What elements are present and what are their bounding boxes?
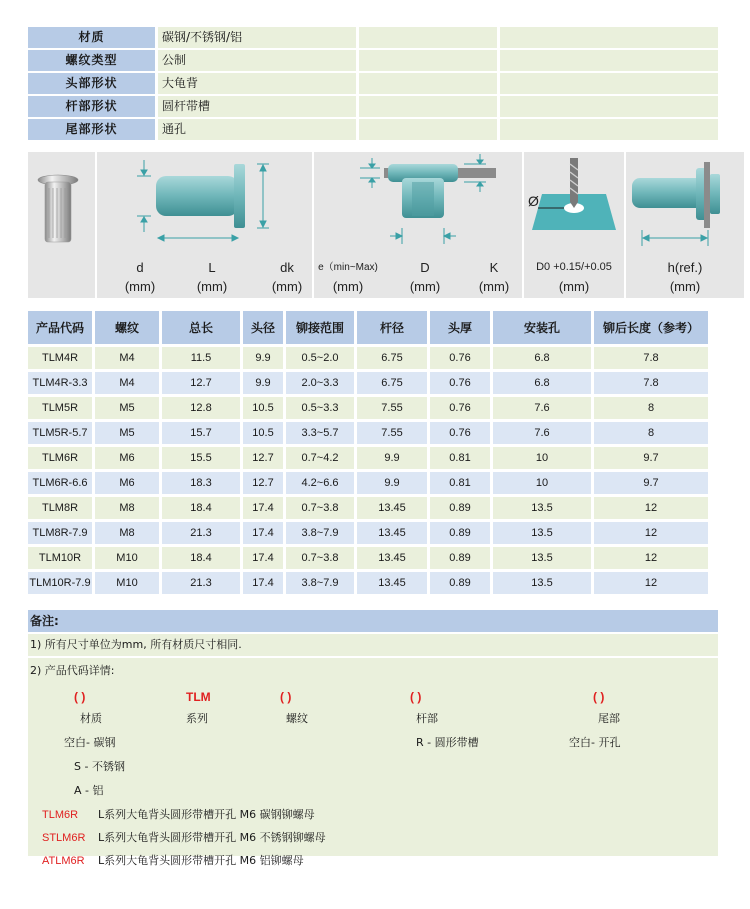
after-rivet-drawing-icon — [626, 152, 744, 257]
material-option: A - 铝 — [74, 784, 104, 797]
empty-cell — [359, 73, 497, 94]
table-cell: 17.4 — [243, 497, 283, 519]
table-cell: TLM4R-3.3 — [28, 372, 92, 394]
install-hole-panel — [524, 152, 624, 298]
table-row — [28, 522, 711, 544]
table-cell: M8 — [95, 522, 159, 544]
dim-h-label — [626, 258, 744, 296]
after-rivet-panel — [626, 152, 744, 298]
table-cell: 0.89 — [430, 547, 490, 569]
table-cell: 9.9 — [243, 347, 283, 369]
series-code: TLM — [186, 690, 211, 704]
diameter-symbol: Ø — [528, 193, 539, 209]
dim-symbol: D — [420, 260, 430, 275]
table-cell: 10.5 — [243, 422, 283, 444]
table-cell: 3.3~5.7 — [286, 422, 354, 444]
table-cell: 0.89 — [430, 497, 490, 519]
table-cell: M4 — [95, 372, 159, 394]
table-cell: 9.9 — [357, 447, 427, 469]
tail-option: 空白- 开孔 — [569, 736, 621, 749]
attribute-value: 大龟背 — [158, 73, 356, 94]
table-cell: 13.5 — [493, 547, 591, 569]
shank-code-slot: ( ) — [410, 690, 422, 704]
table-cell: 0.76 — [430, 422, 490, 444]
attribute-label: 尾部形状 — [28, 119, 155, 140]
dim-symbol: L — [208, 260, 216, 275]
table-cell: M5 — [95, 397, 159, 419]
attribute-label: 杆部形状 — [28, 96, 155, 117]
table-cell: M10 — [95, 572, 159, 594]
table-cell: TLM8R — [28, 497, 92, 519]
table-cell: 0.5~2.0 — [286, 347, 354, 369]
table-cell: 0.7~3.8 — [286, 547, 354, 569]
legend-label-material: 材质 — [80, 712, 102, 725]
table-row — [28, 497, 711, 519]
column-header: 铆后长度（参考） — [594, 311, 708, 344]
table-cell: 7.55 — [357, 422, 427, 444]
table-cell: 15.5 — [162, 447, 240, 469]
empty-cell — [359, 119, 497, 140]
rivet-nut-photo-icon — [28, 152, 95, 298]
legend-label-series: 系列 — [186, 712, 208, 725]
column-header: 铆接范围 — [286, 311, 354, 344]
attribute-row-material — [28, 27, 718, 48]
installed-view-panel — [314, 152, 522, 298]
table-cell: 12.7 — [243, 472, 283, 494]
table-row — [28, 547, 711, 569]
column-header: 产品代码 — [28, 311, 92, 344]
table-cell: 3.8~7.9 — [286, 572, 354, 594]
spec-table — [28, 311, 711, 597]
table-row — [28, 347, 711, 369]
material-code-slot: ( ) — [74, 690, 86, 704]
table-cell: 18.4 — [162, 547, 240, 569]
attribute-row-thread — [28, 50, 718, 71]
product-code-legend — [28, 658, 718, 867]
table-cell: 6.75 — [357, 347, 427, 369]
table-row — [28, 397, 711, 419]
attribute-table — [28, 27, 718, 142]
dim-symbol: d — [136, 260, 144, 275]
dim-symbol: dk — [280, 260, 294, 275]
side-view-drawing-icon — [97, 152, 312, 257]
attribute-value: 圆杆带槽 — [158, 96, 356, 117]
material-option: S - 不锈钢 — [74, 760, 125, 773]
table-cell: TLM4R — [28, 347, 92, 369]
dim-L-label — [189, 258, 235, 296]
table-cell: TLM6R-6.6 — [28, 472, 92, 494]
notes-section — [28, 610, 718, 867]
notes-title: 备注: — [28, 610, 718, 632]
dim-d-label — [117, 258, 163, 296]
table-cell: 17.4 — [243, 547, 283, 569]
table-cell: 10 — [493, 472, 591, 494]
table-cell: 3.8~7.9 — [286, 522, 354, 544]
table-cell: 13.45 — [357, 522, 427, 544]
table-cell: 21.3 — [162, 572, 240, 594]
empty-cell — [359, 50, 497, 71]
table-cell: 0.76 — [430, 372, 490, 394]
dim-symbol: D0 +0.15/+0.05 — [536, 261, 612, 273]
table-cell: 0.7~3.8 — [286, 497, 354, 519]
table-cell: M10 — [95, 547, 159, 569]
table-cell: 7.8 — [594, 347, 708, 369]
table-cell: M8 — [95, 497, 159, 519]
empty-cell — [500, 119, 718, 140]
table-cell: 7.55 — [357, 397, 427, 419]
table-cell: 8 — [594, 397, 708, 419]
table-cell: M6 — [95, 447, 159, 469]
table-row — [28, 472, 711, 494]
table-cell: 7.6 — [493, 422, 591, 444]
table-cell: 12.7 — [243, 447, 283, 469]
dim-unit: (mm) — [196, 279, 228, 294]
table-cell: 12 — [594, 522, 708, 544]
table-cell: TLM6R — [28, 447, 92, 469]
table-cell: 13.45 — [357, 572, 427, 594]
attribute-row-head — [28, 73, 718, 94]
drill-hole-drawing-icon — [524, 152, 624, 257]
legend-label-tail: 尾部 — [598, 712, 620, 725]
table-cell: TLM5R — [28, 397, 92, 419]
note-line-1: 1) 所有尺寸单位为mm, 所有材质尺寸相同. — [28, 634, 718, 656]
column-header: 头径 — [243, 311, 283, 344]
table-cell: TLM10R — [28, 547, 92, 569]
table-cell: 7.6 — [493, 397, 591, 419]
dim-D-label — [399, 258, 451, 296]
table-cell: 12 — [594, 547, 708, 569]
table-cell: 21.3 — [162, 522, 240, 544]
table-cell: M5 — [95, 422, 159, 444]
table-row — [28, 572, 711, 594]
table-cell: TLM8R-7.9 — [28, 522, 92, 544]
empty-cell — [359, 27, 497, 48]
spec-table-body — [28, 347, 711, 594]
empty-cell — [500, 50, 718, 71]
installed-view-drawing-icon — [314, 152, 522, 257]
attribute-label: 头部形状 — [28, 73, 155, 94]
table-cell: 17.4 — [243, 522, 283, 544]
example-code: TLM6R — [42, 809, 79, 821]
attribute-value: 碳钢/不锈钢/铝 — [158, 27, 356, 48]
spec-table-header — [28, 311, 711, 344]
dim-dk-label — [264, 258, 310, 296]
table-cell: 12.8 — [162, 397, 240, 419]
dim-unit: (mm) — [409, 279, 441, 294]
dim-unit: (mm) — [558, 279, 590, 294]
side-view-panel — [97, 152, 312, 298]
table-cell: 6.75 — [357, 372, 427, 394]
table-cell: 11.5 — [162, 347, 240, 369]
example-description: L系列大龟背头圆形带槽开孔 M6 碳钢铆螺母 — [98, 808, 315, 821]
dim-symbol: K — [489, 260, 499, 275]
column-header: 杆径 — [357, 311, 427, 344]
dim-D0-label — [524, 258, 624, 296]
table-cell: 10.5 — [243, 397, 283, 419]
table-cell: 9.9 — [243, 372, 283, 394]
table-cell: 4.2~6.6 — [286, 472, 354, 494]
dim-symbol: e（min~Max) — [318, 262, 378, 273]
attribute-value: 公制 — [158, 50, 356, 71]
empty-cell — [500, 96, 718, 117]
material-option: 空白- 碳钢 — [64, 736, 116, 749]
column-header: 安装孔 — [493, 311, 591, 344]
example-description: L系列大龟背头圆形带槽开孔 M6 不锈钢铆螺母 — [98, 831, 326, 844]
dim-unit: (mm) — [669, 279, 701, 294]
table-cell: 15.7 — [162, 422, 240, 444]
table-cell: 13.45 — [357, 497, 427, 519]
example-code: STLM6R — [42, 832, 86, 844]
dim-unit: (mm) — [271, 279, 303, 294]
dim-K-label — [468, 258, 520, 296]
table-row — [28, 447, 711, 469]
dim-e-label — [314, 258, 382, 296]
table-cell: 17.4 — [243, 572, 283, 594]
table-cell: 9.7 — [594, 472, 708, 494]
tail-code-slot: ( ) — [593, 690, 605, 704]
table-cell: M4 — [95, 347, 159, 369]
column-header: 头厚 — [430, 311, 490, 344]
legend-label-shank: 杆部 — [416, 712, 438, 725]
table-cell: 9.7 — [594, 447, 708, 469]
column-header: 总长 — [162, 311, 240, 344]
table-cell: 6.8 — [493, 372, 591, 394]
dim-symbol: h(ref.) — [667, 260, 703, 275]
table-row — [28, 422, 711, 444]
table-row — [28, 372, 711, 394]
table-cell: 0.89 — [430, 522, 490, 544]
table-cell: 0.81 — [430, 472, 490, 494]
attribute-row-shank — [28, 96, 718, 117]
attribute-value: 通孔 — [158, 119, 356, 140]
attribute-label: 材质 — [28, 27, 155, 48]
table-cell: 12 — [594, 497, 708, 519]
table-cell: 0.76 — [430, 347, 490, 369]
dim-unit: (mm) — [124, 279, 156, 294]
table-cell: 18.4 — [162, 497, 240, 519]
table-cell: TLM5R-5.7 — [28, 422, 92, 444]
legend-label-thread: 螺纹 — [286, 712, 308, 725]
example-description: L系列大龟背头圆形带槽开孔 M6 铝铆螺母 — [98, 854, 304, 867]
table-cell: 0.81 — [430, 447, 490, 469]
table-cell: 0.76 — [430, 397, 490, 419]
empty-cell — [359, 96, 497, 117]
table-cell: 13.5 — [493, 572, 591, 594]
dim-unit: (mm) — [478, 279, 510, 294]
table-cell: 13.5 — [493, 522, 591, 544]
empty-cell — [500, 73, 718, 94]
table-cell: 12 — [594, 572, 708, 594]
table-cell: 0.5~3.3 — [286, 397, 354, 419]
shank-option: R - 圆形带槽 — [416, 736, 479, 749]
table-cell: 12.7 — [162, 372, 240, 394]
empty-cell — [500, 27, 718, 48]
table-cell: 13.45 — [357, 547, 427, 569]
table-cell: TLM10R-7.9 — [28, 572, 92, 594]
attribute-row-tail — [28, 119, 718, 140]
table-cell: 9.9 — [357, 472, 427, 494]
table-cell: 6.8 — [493, 347, 591, 369]
table-cell: 13.5 — [493, 497, 591, 519]
product-photo-panel — [28, 152, 95, 298]
attribute-label: 螺纹类型 — [28, 50, 155, 71]
thread-code-slot: ( ) — [280, 690, 292, 704]
table-cell: 8 — [594, 422, 708, 444]
table-cell: 0.7~4.2 — [286, 447, 354, 469]
example-code: ATLM6R — [42, 855, 85, 867]
table-cell: 7.8 — [594, 372, 708, 394]
table-cell: 10 — [493, 447, 591, 469]
table-cell: 18.3 — [162, 472, 240, 494]
table-cell: 2.0~3.3 — [286, 372, 354, 394]
column-header: 螺纹 — [95, 311, 159, 344]
table-cell: 0.89 — [430, 572, 490, 594]
dim-unit: (mm) — [332, 279, 364, 294]
note-line-2: 2) 产品代码详情: — [30, 664, 115, 677]
table-cell: M6 — [95, 472, 159, 494]
